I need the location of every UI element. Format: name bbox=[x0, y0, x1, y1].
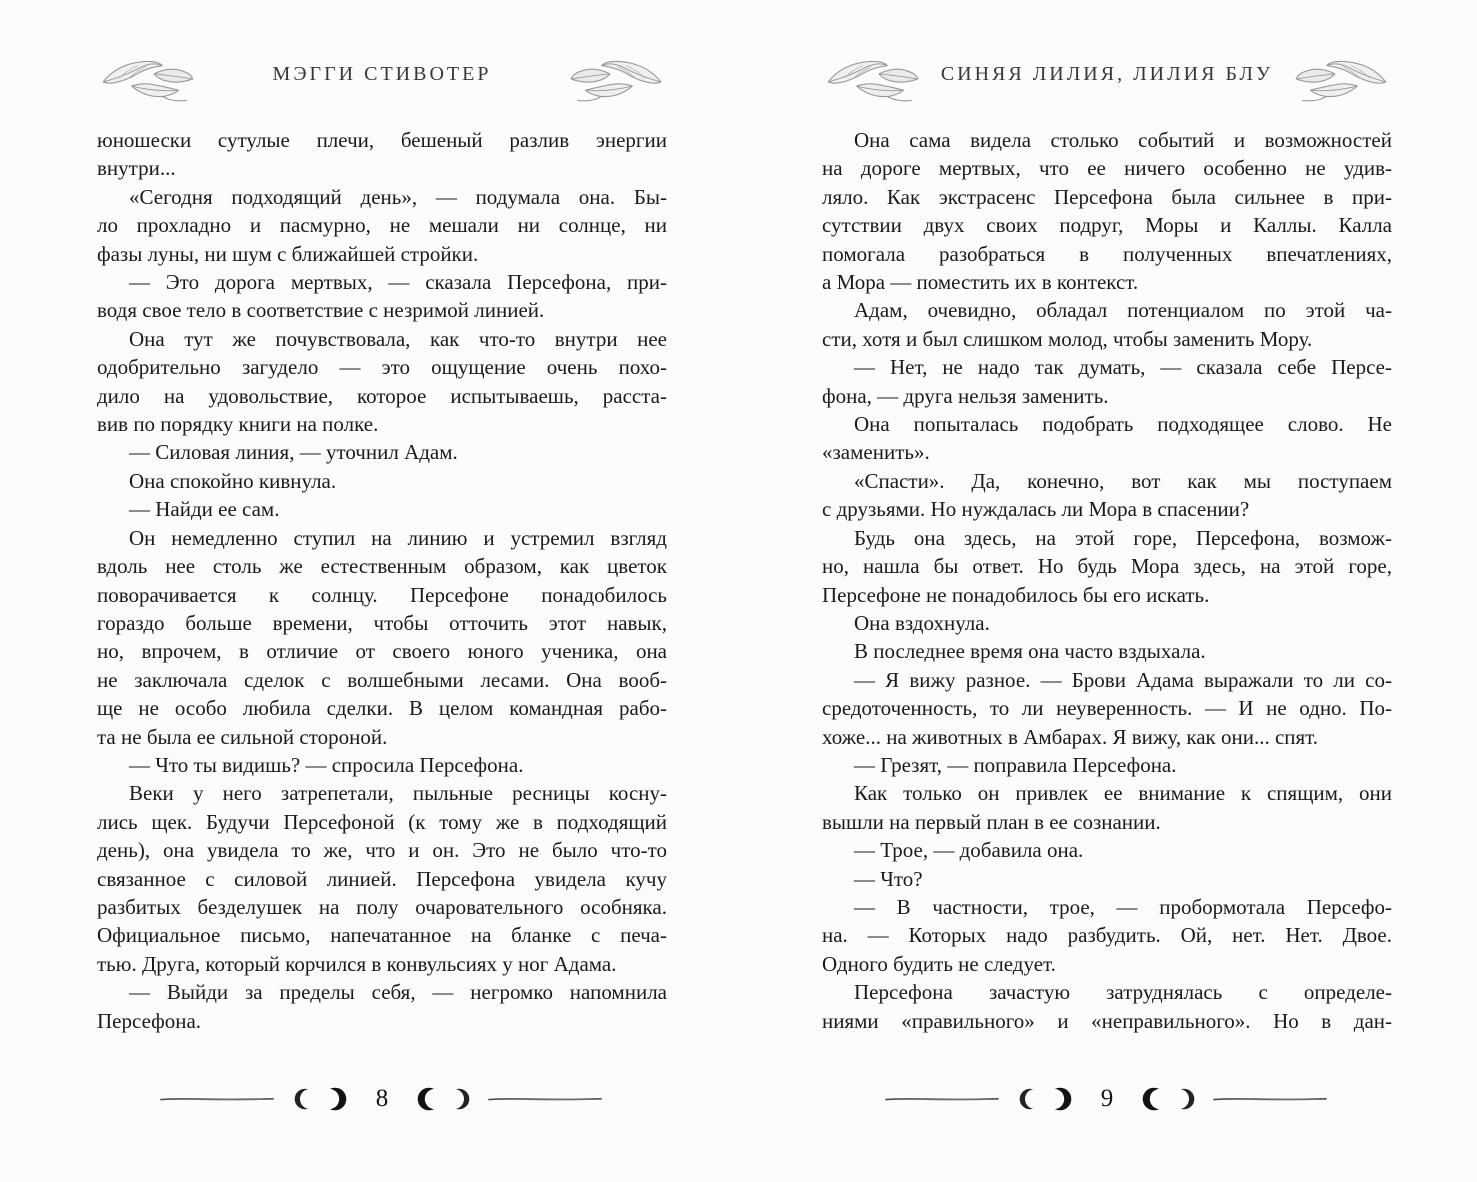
text-line: гораздо больше времени, чтобы отточить этот навык, bbox=[97, 610, 667, 635]
text-line: Как только он привлек ее внимание к спящим, они bbox=[854, 781, 1392, 806]
leaf-ornament-icon bbox=[97, 50, 199, 114]
crescent-moons-icon bbox=[414, 1084, 472, 1114]
text-line: Персефона. bbox=[97, 1008, 202, 1033]
text-line: — Найди ее сам. bbox=[129, 497, 280, 522]
text-line: — Трое, — добавила она. bbox=[854, 838, 1084, 863]
crescent-moons-icon bbox=[1017, 1084, 1075, 1114]
text-line: — В частности, трое, — пробормотала Персефо- bbox=[854, 894, 1392, 919]
text-line: на. — Которых надо разбудить. Ой, нет. Нет. Двое. bbox=[822, 923, 1392, 948]
leaf-ornament-icon bbox=[822, 50, 924, 114]
page-number: 9 bbox=[1100, 1085, 1114, 1112]
text-line: ще не особо любила сделки. В целом командная рабо- bbox=[97, 696, 667, 721]
text-line: лись щек. Будучи Персефоной (к тому же в подходящий bbox=[97, 809, 667, 834]
crescent-moons-icon bbox=[1139, 1084, 1197, 1114]
leaf-ornament-icon bbox=[565, 50, 667, 114]
text-line: — Силовая линия, — уточнил Адам. bbox=[129, 440, 458, 465]
text-line: связанное с силовой линией. Персефона увидела кучу bbox=[97, 866, 667, 891]
text-line: помогала разобраться в полученных впечатлениях, bbox=[822, 241, 1392, 266]
text-line: — Грезят, — поправила Персефона. bbox=[854, 752, 1177, 777]
text-line: вив по порядку книги на полке. bbox=[97, 412, 379, 437]
text-line: день), она увидела то же, что и он. Это не было что-то bbox=[97, 838, 667, 863]
text-line: разбитых безделушек на полу очаровательного особняка. bbox=[97, 894, 667, 919]
text-line: хоже... на животных в Амбарах. Я вижу, как они... спят. bbox=[822, 724, 1319, 749]
running-head-title: СИНЯЯ ЛИЛИЯ, ЛИЛИЯ БЛУ bbox=[940, 63, 1274, 85]
text-line: поворачивается к солнцу. Персефоне понадобилось bbox=[97, 582, 667, 607]
text-line: В последнее время она часто вздыхала. bbox=[854, 639, 1206, 664]
page-left bbox=[97, 0, 667, 1182]
text-line: «заменить». bbox=[822, 440, 930, 465]
text-line: Будь она здесь, на этой горе, Персефона, возмож- bbox=[854, 525, 1392, 550]
text-line: Адам, очевидно, обладал потенциалом по этой ча- bbox=[854, 298, 1392, 323]
text-line: — Это дорога мертвых, — сказала Персефона, при- bbox=[129, 270, 667, 295]
text-line: с друзьями. Но нуждалась ли Мора в спасении? bbox=[822, 497, 1250, 522]
text-line: Персефоне не понадобилось бы его искать. bbox=[822, 582, 1210, 607]
text-line: ниями «правильного» и «неправильного». Но в дан- bbox=[822, 1008, 1392, 1033]
text-line: — Что ты видишь? — спросила Персефона. bbox=[129, 752, 524, 777]
text-line: ляло. Как экстрасенс Персефона была сильнее в при- bbox=[822, 184, 1392, 209]
text-line: сутствии двух своих подруг, Моры и Каллы. Калла bbox=[822, 213, 1392, 238]
text-line: Она тут же почувствовала, как что-то внутри нее bbox=[129, 326, 667, 351]
crescent-moons-icon bbox=[292, 1084, 350, 1114]
text-line: Веки у него затрепетали, пыльные ресницы косну- bbox=[129, 781, 667, 806]
text-line: средоточенность, то ли неуверенность. — И не одно. По- bbox=[822, 696, 1392, 721]
text-line: Официальное письмо, напечатанное на бланке с печа- bbox=[97, 923, 667, 948]
text-line: тью. Друга, который корчился в конвульсиях у ног Адама. bbox=[97, 951, 617, 976]
text-line: вышли на первый план в ее сознании. bbox=[822, 809, 1161, 834]
text-line: Он немедленно ступил на линию и устремил взгляд bbox=[129, 525, 667, 550]
text-line: одобрительно загудело — это ощущение очень похо- bbox=[97, 355, 667, 380]
page-header bbox=[822, 50, 1392, 122]
text-line: Она сама видела столько событий и возможностей bbox=[854, 128, 1392, 152]
text-line: Она попыталась подобрать подходящее слово. Не bbox=[854, 412, 1392, 437]
divider-line-icon bbox=[884, 1094, 1002, 1104]
text-line: Одного будить не следует. bbox=[822, 951, 1056, 976]
divider-line-icon bbox=[487, 1094, 605, 1104]
text-line: — Что? bbox=[854, 866, 923, 891]
text-line: фона, — друга нельзя заменить. bbox=[822, 383, 1109, 408]
page-body bbox=[822, 126, 1392, 1035]
text-line: а Мора — поместить их в контекст. bbox=[822, 270, 1139, 295]
running-head-author: МЭГГИ СТИВОТЕР bbox=[272, 63, 492, 85]
text-line: но, нашла бы ответ. Но будь Мора здесь, на этой горе, bbox=[822, 554, 1392, 579]
leaf-ornament-icon bbox=[1290, 50, 1392, 114]
page-right bbox=[822, 0, 1392, 1182]
text-line: но, впрочем, в отличие от своего юного ученика, она bbox=[97, 639, 667, 664]
text-line: фазы луны, ни шум с ближайшей стройки. bbox=[97, 241, 479, 266]
text-line: ло прохладно и пасмурно, не мешали ни солнце, ни bbox=[97, 213, 667, 238]
page-body bbox=[97, 126, 667, 1035]
divider-line-icon bbox=[1212, 1094, 1330, 1104]
text-line: Персефона зачастую затруднялась с определе- bbox=[854, 980, 1392, 1005]
text-line: юношески сутулые плечи, бешеный разлив энергии bbox=[97, 128, 667, 152]
text-line: Она спокойно кивнула. bbox=[129, 468, 337, 493]
page-header bbox=[97, 50, 667, 122]
page-number: 8 bbox=[375, 1085, 389, 1112]
divider-line-icon bbox=[159, 1094, 277, 1104]
text-line: «Сегодня подходящий день», — подумала она. Бы- bbox=[129, 184, 667, 209]
text-line: дило на удовольствие, которое испытываешь, расста- bbox=[97, 383, 667, 408]
text-line: вдоль нее столь же естественным образом, как цветок bbox=[97, 554, 667, 579]
text-line: «Спасти». Да, конечно, вот как мы поступаем bbox=[854, 468, 1392, 493]
text-line: водя свое тело в соответствие с незримой линией. bbox=[97, 298, 545, 323]
text-line: сти, хотя и был слишком молод, чтобы заменить Мору. bbox=[822, 326, 1313, 351]
text-line: — Я вижу разное. — Брови Адама выражали то ли со- bbox=[854, 667, 1392, 692]
text-line: — Нет, не надо так думать, — сказала себе Персе- bbox=[854, 355, 1392, 380]
page-footer bbox=[822, 1082, 1392, 1116]
text-line: внутри... bbox=[97, 156, 176, 181]
text-line: не заключала сделок с волшебными лесами. Она вооб- bbox=[97, 667, 667, 692]
text-line: Она вздохнула. bbox=[854, 610, 990, 635]
text-line: та не была ее сильной стороной. bbox=[97, 724, 388, 749]
text-line: — Выйди за пределы себя, — негромко напомнила bbox=[129, 980, 667, 1005]
text-line: на дороге мертвых, что ее ничего особенно не удив- bbox=[822, 156, 1392, 181]
page-footer bbox=[97, 1082, 667, 1116]
